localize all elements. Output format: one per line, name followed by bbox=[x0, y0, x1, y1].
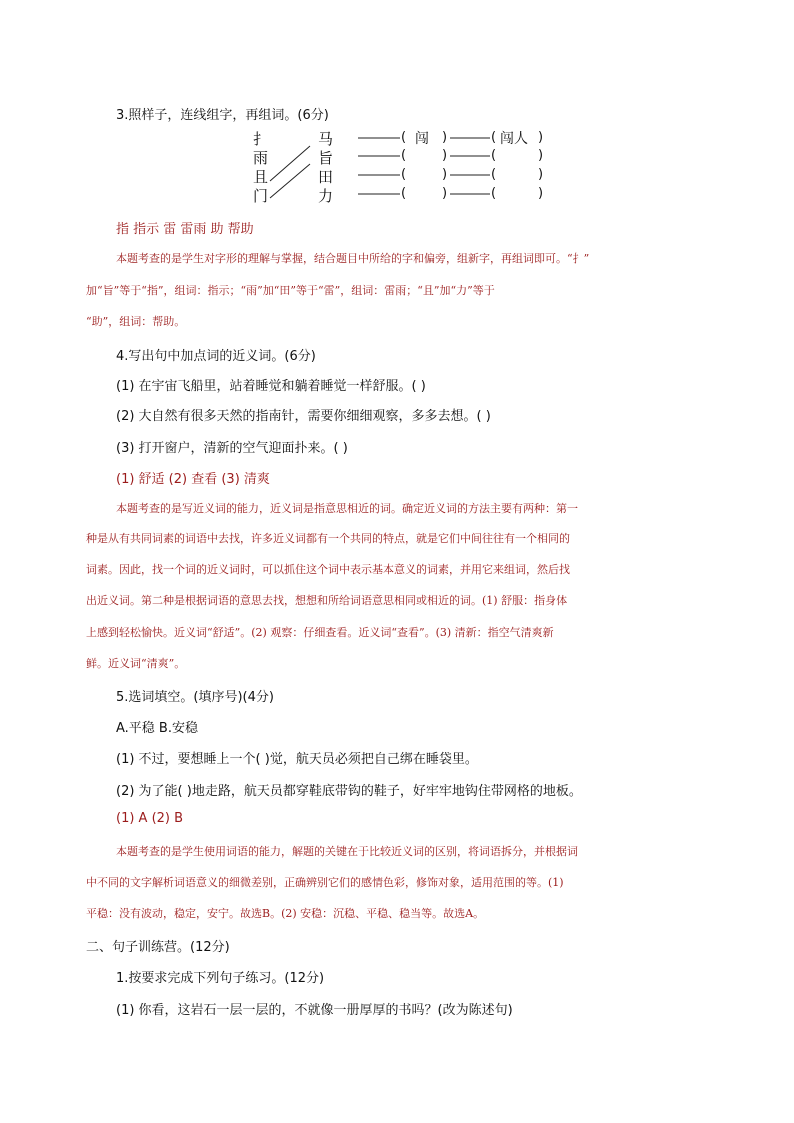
left-char: 且 bbox=[253, 168, 269, 186]
left-char: 雨 bbox=[253, 149, 269, 167]
q4-explanation-line: 鲜。近义词“清爽”。 bbox=[86, 657, 186, 670]
q4-explanation-line: 词素。因此，找一个词的近义词时，可以抓住这个词中表示基本意义的词素，并用它来组词，然后找 bbox=[86, 563, 570, 576]
q5-item: (1) 不过，要想睡上一个( )觉，航天员必须把自己绑在睡袋里。 bbox=[116, 752, 478, 767]
mid-word: 闯 bbox=[415, 131, 429, 147]
q4-explanation-line: 上感到轻松愉快。近义词“舒适”。(2) 观察：仔细查看。近义词“查看”。(3) 清新：指空气清爽新 bbox=[86, 626, 554, 639]
q5-title: 5.选词填空。(填序号)(4分) bbox=[116, 690, 274, 705]
q4-explanation-line: 种是从有共同词素的词语中去找，许多近义词都有一个共同的特点，就是它们中间往往有一个相同的 bbox=[86, 532, 570, 545]
q3-explanation-line: “助”，组词：帮助。 bbox=[86, 315, 186, 328]
q3-explanation-line: 加“旨”等于“指”，组词：指示；“雨”加“田”等于“雷”，组词：雷雨；“且”加“力”等于 bbox=[86, 284, 495, 297]
q4-answer: (1) 舒适 (2) 查看 (3) 清爽 bbox=[116, 472, 270, 487]
left-char: 门 bbox=[253, 187, 269, 205]
right-char: 旨 bbox=[318, 149, 334, 167]
q5-answer: (1) A (2) B bbox=[116, 811, 184, 826]
q5-item: (2) 为了能( )地走路，航天员都穿鞋底带钩的鞋子，好牢牢地钩住带网格的地板。 bbox=[116, 784, 582, 799]
question-title: 1.按要求完成下列句子练习。(12分) bbox=[116, 971, 325, 986]
q3-title: 3.照样子，连线组字，再组词。(6分) bbox=[116, 108, 329, 123]
q5-explanation-line: 中不同的文字解析词语意义的细微差别，正确辨别它们的感情色彩，修饰对象，适用范围的等。(1) bbox=[86, 876, 564, 889]
right-char: 力 bbox=[318, 187, 334, 205]
q4-item: (2) 大自然有很多天然的指南针，需要你细细观察，多多去想。( ) bbox=[116, 409, 491, 424]
q4-title: 4.写出句中加点词的近义词。(6分) bbox=[116, 349, 316, 364]
end-word: 闯人 bbox=[500, 131, 528, 147]
section-title: 二、句子训练营。(12分) bbox=[86, 940, 230, 955]
char-matching-diagram: 扌 雨 且 门 马 旨 田 力 ( ( ( ( 闯 ) ) ) ) ( ( ( ( 闯人 ) ) ) ) bbox=[250, 128, 550, 212]
right-char: 马 bbox=[318, 130, 334, 148]
q5-explanation-line: 本题考查的是学生使用词语的能力，解题的关键在于比较近义词的区别，将词语拆分，并根据词 bbox=[116, 845, 578, 858]
right-char: 田 bbox=[318, 168, 334, 186]
q3-explanation-line: 本题考查的是学生对字形的理解与掌握，结合题目中所给的字和偏旁，组新字，再组词即可。“扌” bbox=[116, 252, 590, 265]
q4-item: (3) 打开窗户，清新的空气迎面扑来。( ) bbox=[116, 441, 348, 456]
q4-item: (1) 在宇宙飞船里，站着睡觉和躺着睡觉一样舒服。( ) bbox=[116, 379, 426, 394]
q5-explanation-line: 平稳：没有波动，稳定，安宁。故选B。(2) 安稳：沉稳、平稳、稳当等。故选A。 bbox=[86, 907, 485, 920]
q3-answer: 指 指示 雷 雷雨 助 帮助 bbox=[116, 222, 254, 237]
q5-options: A.平稳 B.安稳 bbox=[116, 721, 198, 736]
left-char: 扌 bbox=[253, 130, 269, 148]
q4-explanation-line: 出近义词。第二种是根据词语的意思去找，想想和所给词语意思相同或相近的词。(1) 舒服：指身体 bbox=[86, 594, 568, 607]
question-item: (1) 你看，这岩石一层一层的，不就像一册厚厚的书吗？(改为陈述句) bbox=[116, 1003, 513, 1018]
q4-explanation-line: 本题考查的是写近义词的能力，近义词是指意思相近的词。确定近义词的方法主要有两种：第一 bbox=[116, 502, 578, 515]
